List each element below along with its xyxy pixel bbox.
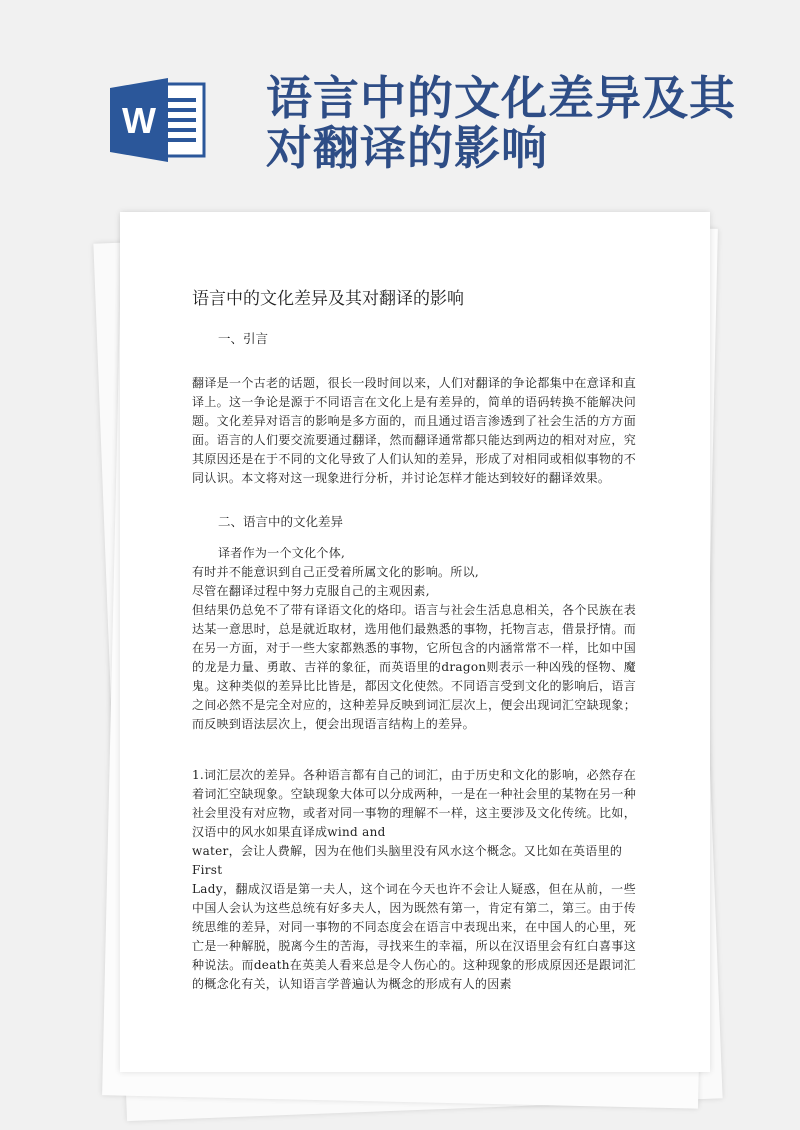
document-title: 语言中的文化差异及其对翻译的影响 — [192, 289, 464, 309]
document-page — [120, 212, 710, 1072]
banner-title-line-1: 语言中的文化差异及其 — [266, 71, 736, 125]
section-heading-cultural-differences: 二、语言中的文化差异 — [218, 514, 344, 529]
paragraph-text: 1.词汇层次的差异。各种语言都有自己的词汇，由于历史和文化的影响，必然存在着词汇空缺现象。空缺现象大体可以分成两种，一是在一种社会里的某物在另一种社会里没有对应物，或者对同一事物的理解不一样，这主要涉及文化传统。比如，汉语中的风水如果直译成wind and — [192, 768, 636, 839]
paragraph-line: First — [192, 863, 223, 877]
paragraph-cultural-differences — [192, 544, 636, 734]
paragraph-line: 有时并不能意识到自己正受着所属文化的影响。所以, — [192, 565, 480, 579]
banner-title-line-2: 对翻译的影响 — [266, 121, 548, 175]
paragraph-line: 尽管在翻译过程中努力克服自己的主观因素, — [192, 584, 430, 598]
word-document-icon — [110, 78, 210, 162]
paragraph-text: Lady，翻成汉语是第一夫人，这个词在今天也许不会让人疑惑，但在从前，一些中国人会认为这些总统有好多夫人，因为既然有第一，肯定有第二，第三。由于传统思维的差异，对同一事物的不同态度会在语言中表现出来，在中国人的心里，死亡是一种解脱，脱离今生的苦海，寻找来生的幸福，所以在汉语里会有红白喜事这种说法。而death在英美人看来总是令人伤心的。这种现象的形成原因还是跟词汇的概念化有关，认知语言学普遍认为概念的形成有人的因素 — [192, 882, 636, 991]
page-header — [0, 0, 800, 200]
paragraph-lexical-differences — [192, 766, 636, 994]
section-heading-introduction: 一、引言 — [218, 331, 269, 346]
word-icon-letter: W — [122, 100, 156, 141]
paragraph-introduction: 翻译是一个古老的话题，很长一段时间以来，人们对翻译的争论都集中在意译和直译上。这一争论是源于不同语言在文化上是有差异的，简单的语码转换不能解决问题。文化差异对语言的影响是多方面的，而且通过语言渗透到了社会生活的方方面面。语言的人们要交流要通过翻译，然而翻译通常都只能达到两边的相对对应，究其原因还是在于不同的文化导致了人们认知的差异，形成了对相同或相似事物的不同认识。本文将对这一现象进行分析，并讨论怎样才能达到较好的翻译效果。 — [192, 376, 636, 485]
paragraph-line: 译者作为一个文化个体, — [218, 546, 346, 560]
paragraph-text: 但结果仍总免不了带有译语文化的烙印。语言与社会生活息息相关，各个民族在表达某一意思时，总是就近取材，选用他们最熟悉的事物，托物言志，借景抒情。而在另一方面，对于一些大家都熟悉的事物，它所包含的内涵常常不一样，比如中国的龙是力量、勇敢、吉祥的象征，而英语里的dragon则表示一种凶残的怪物、魔鬼。这种类似的差异比比皆是，都因文化使然。不同语言受到文化的影响后，语言之间必然不是完全对应的，这种差异反映到词汇层次上，便会出现词汇空缺现象；而反映到语法层次上，便会出现语言结构上的差异。 — [192, 603, 636, 731]
paragraph-line: water，会让人费解，因为在他们头脑里没有风水这个概念。又比如在英语里的 — [192, 844, 623, 858]
